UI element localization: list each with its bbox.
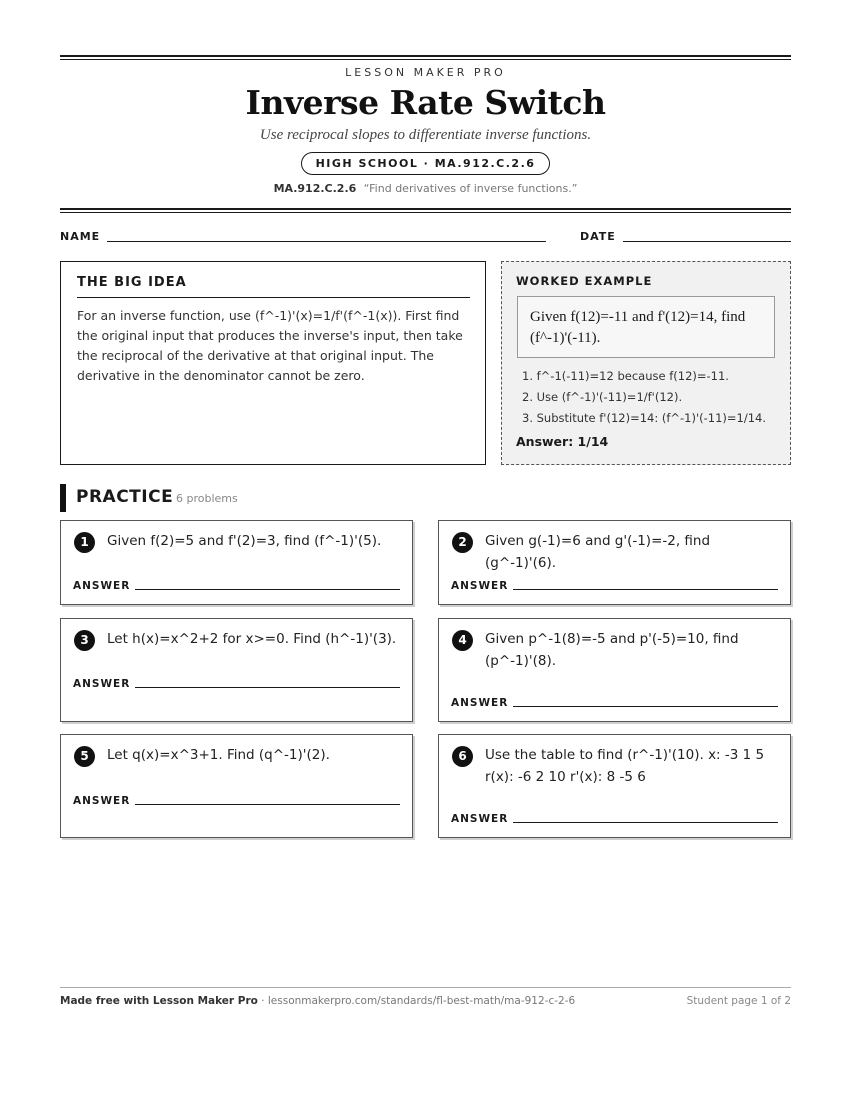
answer-field[interactable] [513, 589, 778, 590]
answer-field[interactable] [513, 822, 778, 823]
problem-text: Let h(x)=x^2+2 for x>=0. Find (h^-1)'(3). [107, 631, 397, 647]
worked-step: 2. Use (f^-1)'(-11)=1/f'(12). [522, 390, 683, 404]
page-title: Inverse Rate Switch [245, 83, 606, 122]
date-field[interactable] [623, 241, 791, 242]
big-idea-box [60, 261, 486, 465]
answer-label: ANSWER [451, 813, 509, 825]
name-field[interactable] [107, 241, 546, 242]
footer-made-with: Made free with Lesson Maker Pro [60, 995, 258, 1007]
footer-url[interactable]: · lessonmakerpro.com/standards/fl-best-math/ma-912-c-2-6 [257, 995, 576, 1007]
practice-count: 6 problems [176, 492, 238, 505]
problem-text: Let q(x)=x^3+1. Find (q^-1)'(2). [107, 747, 330, 763]
big-idea-heading: THE BIG IDEA [77, 275, 187, 290]
worked-example-answer: Answer: 1/14 [516, 434, 609, 449]
name-label: NAME [60, 230, 101, 243]
practice-accent-bar [60, 484, 66, 512]
problem-card-3 [60, 618, 413, 722]
problem-text: Given g(-1)=6 and g'(-1)=-2, find (g^-1)'(6). [485, 533, 711, 571]
problem-card-1 [60, 520, 413, 605]
answer-label: ANSWER [451, 580, 509, 592]
problem-number: 3 [74, 630, 95, 651]
worked-example-box [501, 261, 791, 465]
page-subtitle: Use reciprocal slopes to differentiate inverse functions. [259, 127, 592, 143]
answer-label: ANSWER [73, 795, 131, 807]
standard-code: MA.912.C.2.6 [273, 182, 357, 195]
worked-example-given: Given f(12)=-11 and f'(12)=14, find (f^-1)'(-11). [517, 296, 775, 358]
answer-field[interactable] [513, 706, 778, 707]
problem-card-4 [438, 618, 791, 722]
problem-card-2 [438, 520, 791, 605]
answer-label: ANSWER [73, 678, 131, 690]
answer-field[interactable] [135, 687, 400, 688]
level-badge: HIGH SCHOOL · MA.912.C.2.6 [301, 152, 551, 175]
worked-example-steps [522, 366, 766, 429]
worked-example-heading: WORKED EXAMPLE [516, 274, 653, 288]
worked-step: 1. f^-1(-11)=12 because f(12)=-11. [522, 369, 729, 383]
problem-number: 4 [452, 630, 473, 651]
answer-field[interactable] [135, 804, 400, 805]
student-fields [60, 229, 791, 245]
worksheet-page [60, 0, 791, 1100]
answer-label: ANSWER [73, 580, 131, 592]
answer-field[interactable] [135, 589, 400, 590]
date-label: DATE [580, 230, 616, 243]
problem-card-5 [60, 734, 413, 838]
problem-number: 2 [452, 532, 473, 553]
standard-description: “Find derivatives of inverse functions.” [363, 182, 578, 195]
footer-credit [60, 995, 575, 1007]
big-idea-divider [77, 297, 470, 298]
problem-text: Given p^-1(8)=-5 and p'(-5)=10, find (p^-1)'(8). [485, 631, 739, 669]
practice-heading: PRACTICE [76, 487, 174, 507]
problem-text: Use the table to find (r^-1)'(10). x: -3 1 5 r(x): -6 2 10 r'(x): 8 -5 6 [485, 747, 765, 785]
problem-number: 1 [74, 532, 95, 553]
big-idea-body: For an inverse function, use (f^-1)'(x)=1/f'(f^-1(x)). First find the original input that produces the inverse's input, then take the reciprocal of the derivative at that original input. The derivative in the denominator cannot be zero. [77, 308, 463, 383]
worked-step: 3. Substitute f'(12)=14: (f^-1)'(-11)=1/14. [522, 411, 767, 425]
level-badge-wrap [60, 152, 791, 175]
standard-line [60, 182, 791, 195]
brand-name: LESSON MAKER PRO [345, 66, 506, 79]
top-double-rule [60, 55, 791, 60]
footer-page-number: Student page 1 of 2 [686, 995, 791, 1007]
problem-card-6 [438, 734, 791, 838]
header-bottom-rule [60, 208, 791, 213]
problem-number: 5 [74, 746, 95, 767]
answer-label: ANSWER [451, 697, 509, 709]
problem-text: Given f(2)=5 and f'(2)=3, find (f^-1)'(5). [107, 533, 382, 549]
problem-number: 6 [452, 746, 473, 767]
footer-divider [60, 987, 791, 988]
